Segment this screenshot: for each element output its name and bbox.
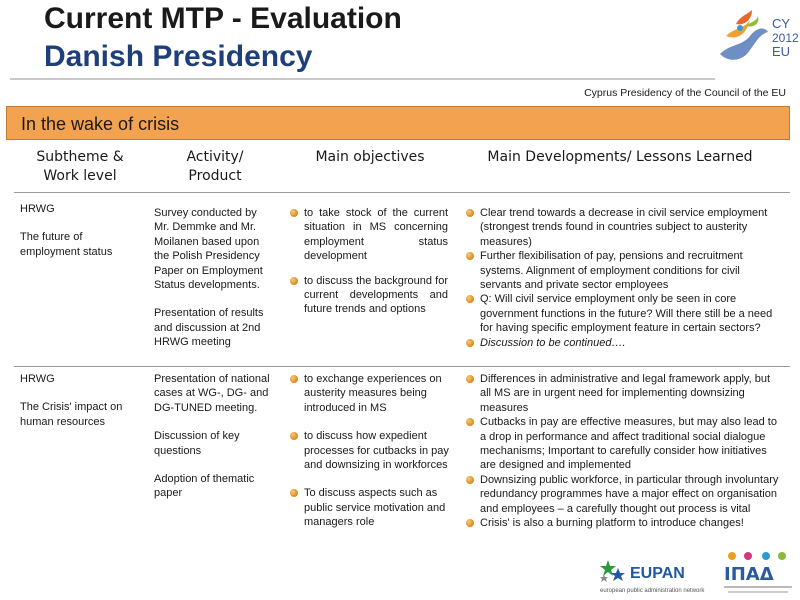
logo-eu-text: EU (772, 44, 791, 59)
bullet-icon (290, 277, 298, 285)
section-banner (6, 106, 790, 140)
eupan-tagline: european public administration network (600, 588, 705, 594)
page-title: Current MTP - Evaluation (44, 2, 402, 35)
column-header-subtheme: Subtheme & Work level (36, 149, 124, 184)
row-2-level: HRWG (20, 373, 55, 385)
column-header-developments: Main Developments/ Lessons Learned (487, 149, 753, 165)
row-2-activity-3: Adoption of thematic paper (154, 473, 255, 500)
eupan-name: EUPAN (630, 565, 685, 582)
row-1-level: HRWG (20, 203, 55, 215)
bullet-icon (466, 476, 474, 484)
row-2-subtheme-text: The Crisis' impact on human resources (20, 401, 123, 428)
bullet-icon (466, 519, 474, 527)
row-1-development-item: Further flexibilisation of pay, pensions and recruitment systems. Alignment of employment conditions for civil servants and private sector employees (466, 249, 784, 292)
bullet-icon (466, 375, 474, 383)
row-2-subtheme (20, 372, 138, 443)
row-1-developments (466, 206, 784, 350)
row-2-objectives (290, 372, 452, 540)
row-2-activity (154, 372, 274, 515)
bullet-icon (290, 375, 298, 383)
row-1-development-item: Q: Will civil service employment only be seen in core government functions in the future? Will there still be a need for having specific employment feature in certain sectors? (466, 292, 784, 335)
row-1-activity (154, 206, 274, 364)
bullet-icon (466, 339, 474, 347)
row-2-development-item: Cutbacks in pay are effective measures, but may also lead to a drop in performance and affect traditional social dialogue mechanisms; Important to carefully consider how initiatives are designed and implemented (466, 415, 784, 473)
bullet-icon (466, 252, 474, 260)
column-header-objectives: Main objectives (315, 149, 425, 165)
bullet-icon (466, 295, 474, 303)
row-2-objective-item: to exchange experiences on austerity measures being introduced in MS (290, 372, 452, 415)
bullet-icon (466, 209, 474, 217)
ippa-logo (720, 550, 796, 598)
row-1-objective-item: to take stock of the current situation in MS concerning employment status development (290, 206, 448, 264)
row-1-development-item: Clear trend towards a decrease in civil service employment (strongest trends found in countries subject to austerity measures) (466, 206, 784, 249)
row-2-development-item: Crisis' is also a burning platform to introduce changes! (466, 516, 784, 530)
cyprus-presidency-logo (716, 6, 799, 76)
row-1-activity-2: Presentation of results and discussion at 2nd HRWG meeting (154, 307, 264, 349)
row-2-development-item: Downsizing public workforce, in particular through involuntary redundancy programmes have a major effect on organisation and employees – a carefully thought out process is vital (466, 473, 784, 516)
row-1-activity-1: Survey conducted by Mr. Demmke and Mr. Moilanen based upon the Polish Presidency Paper on Employment Status developments. (154, 207, 263, 292)
bullet-icon (466, 418, 474, 426)
row-divider (14, 366, 790, 367)
logo-cy-text: CY (772, 16, 791, 31)
row-2-objective-item: to discuss how expedient processes for cutbacks in pay and downsizing in workforces (290, 429, 452, 472)
eupan-logo (596, 556, 716, 596)
presidency-note: Cyprus Presidency of the Council of the EU (584, 87, 786, 99)
bullet-icon (290, 489, 298, 497)
banner-title: In the wake of crisis (21, 114, 180, 134)
logo-year-text: 2012 (772, 31, 799, 45)
row-1-objective-item: to discuss the background for current developments and future trends and options (290, 274, 448, 317)
bullet-icon (290, 209, 298, 217)
row-1-subtheme-text: The future of employment status (20, 231, 113, 258)
bullet-icon (290, 432, 298, 440)
row-1-development-item: Discussion to be continued…. (466, 336, 784, 350)
row-2-activity-1: Presentation of national cases at WG-, DG- and DG-TUNED meeting. (154, 373, 270, 414)
row-2-developments (466, 372, 784, 530)
row-1-objectives (290, 206, 448, 327)
header-row-divider (14, 192, 790, 193)
row-2-objective-item: To discuss aspects such as public service motivation and managers role (290, 486, 452, 529)
row-2-activity-2: Discussion of key questions (154, 430, 240, 457)
column-header-activity: Activity/ Product (186, 149, 244, 184)
ippa-name: ΙΠΑΔ (724, 564, 774, 585)
row-1-subtheme (20, 202, 138, 273)
row-2-development-item: Differences in administrative and legal framework apply, but all MS are in urgent need for implementing downsizing measures (466, 372, 784, 415)
header-divider (10, 78, 715, 80)
page-subtitle: Danish Presidency (44, 40, 313, 73)
